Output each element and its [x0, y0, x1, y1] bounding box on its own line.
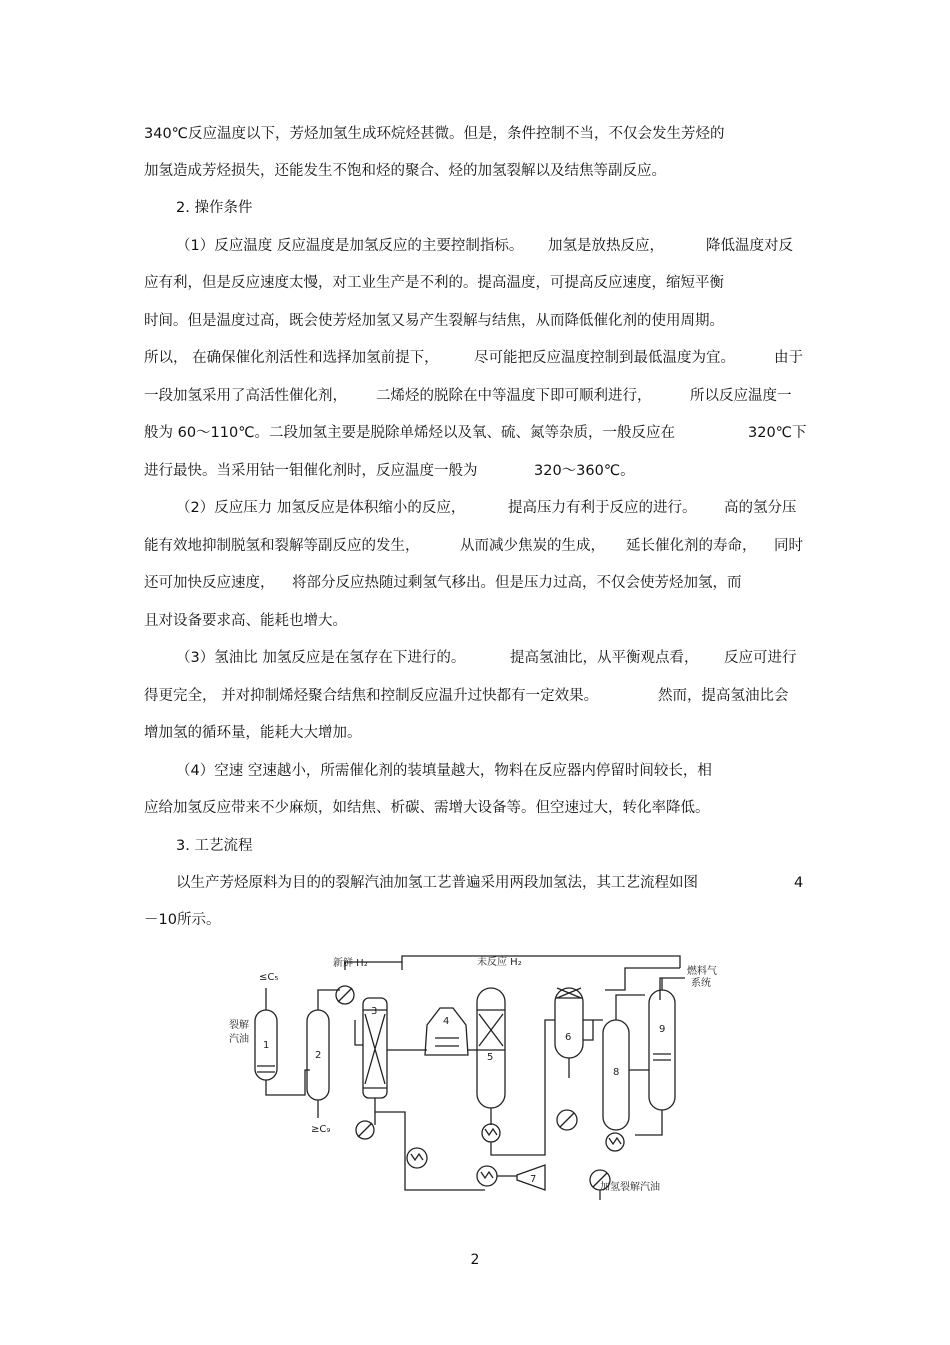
- label-c9: ≥C₉: [311, 1124, 331, 1135]
- text-line: 增加氢的循环量，能耗大大增加。: [144, 725, 362, 741]
- text-line: 加氢造成芳烃损失，还能发生不饱和烃的聚合、烃的加氢裂解以及结焦等副反应。: [144, 163, 666, 179]
- text-line: 加氢是放热反应，: [548, 238, 664, 254]
- text-line: 320℃下: [748, 425, 807, 441]
- label-fuel-gas: 燃料气: [687, 966, 717, 977]
- text-line: 延长催化剂的寿命，: [626, 538, 757, 554]
- label-feed-2: 汽油: [229, 1034, 249, 1045]
- text-line: 尽可能把反应温度控制到最低温度为宜。: [474, 350, 735, 366]
- unit-4: 4: [443, 1016, 450, 1027]
- unit-9: 9: [659, 1024, 666, 1035]
- text-line: （1）反应温度 反应温度是加氢反应的主要控制指标。: [176, 238, 524, 254]
- unit-8: 8: [613, 1067, 620, 1078]
- text-line: 从而减少焦炭的生成，: [460, 538, 605, 554]
- text-line: 般为 60～110℃。二段加氢主要是脱除单烯烃以及氧、硫、氮等杂质，一般反应在: [144, 425, 676, 441]
- section-heading: 2. 操作条件: [176, 200, 253, 216]
- text-line: 4: [794, 875, 804, 891]
- unit-2: 2: [315, 1050, 322, 1061]
- text-line: 由于: [774, 350, 803, 366]
- label-feed: 裂解: [229, 1020, 249, 1031]
- label-unreacted-h2: 未反应 H₂: [477, 957, 522, 968]
- text-line: （3）氢油比 加氢反应是在氢存在下进行的。: [176, 650, 466, 666]
- text-line: 进行最快。当采用钴一钼催化剂时，反应温度一般为: [144, 463, 478, 479]
- text-line: 提高氢油比，从平衡观点看，: [510, 650, 699, 666]
- process-flow-diagram: [215, 950, 795, 1200]
- text-line: 高的氢分压: [724, 500, 797, 516]
- text-line: 应给加氢反应带来不少麻烦，如结焦、析碳、需增大设备等。但空速过大，转化率降低。: [144, 800, 710, 816]
- label-c5: ≤C₅: [259, 972, 279, 983]
- text-line: 一段加氢采用了高活性催化剂，: [144, 388, 347, 404]
- text-line: （4）空速 空速越小，所需催化剂的装填量越大，物料在反应器内停留时间较长，相: [176, 763, 712, 779]
- label-fuel-gas-2: 系统: [691, 978, 711, 989]
- text-line: 且对设备要求高、能耗也增大。: [144, 613, 347, 629]
- text-line: 同时: [774, 538, 803, 554]
- section-heading: 3. 工艺流程: [176, 838, 253, 854]
- text-line: 还可加快反应速度，: [144, 575, 275, 591]
- text-line: 320～360℃。: [534, 463, 635, 479]
- label-product: 加氢裂解汽油: [600, 1182, 660, 1193]
- unit-5: 5: [487, 1052, 494, 1063]
- text-line: 得更完全， 并对抑制烯烃聚合结焦和控制反应温升过快都有一定效果。: [144, 688, 599, 704]
- text-line: 反应可进行: [724, 650, 797, 666]
- unit-7: 7: [530, 1174, 537, 1185]
- text-line: 降低温度对反: [706, 238, 793, 254]
- unit-6: 6: [565, 1032, 572, 1043]
- text-line: 应有利，但是反应速度太慢，对工业生产是不利的。提高温度，可提高反应速度，缩短平衡: [144, 275, 724, 291]
- text-line: 二烯烃的脱除在中等温度下即可顺利进行，: [376, 388, 652, 404]
- text-line: 将部分反应热随过剩氢气移出。但是压力过高，不仅会使芳烃加氢，而: [292, 575, 742, 591]
- text-line: 然而，提高氢油比会: [658, 688, 789, 704]
- page-number: 2: [470, 1252, 480, 1268]
- text-line: 提高压力有利于反应的进行。: [508, 500, 697, 516]
- text-line: 时间。但是温度过高，既会使芳烃加氢又易产生裂解与结焦，从而降低催化剂的使用周期。: [144, 313, 724, 329]
- text-line: 340℃反应温度以下，芳烃加氢生成环烷烃甚微。但是，条件控制不当，不仅会发生芳烃的: [144, 126, 725, 142]
- text-line: －10所示。: [144, 912, 221, 928]
- text-line: 所以反应温度一: [690, 388, 792, 404]
- text-line: 能有效地抑制脱氢和裂解等副反应的发生，: [144, 538, 420, 554]
- text-line: 所以， 在确保催化剂活性和选择加氢前提下，: [144, 350, 439, 366]
- unit-1: 1: [263, 1040, 270, 1051]
- text-line: （2）反应压力 加氢反应是体积缩小的反应，: [176, 500, 466, 516]
- label-fresh-h2: 新鲜 H₂: [333, 958, 368, 969]
- unit-3: 3: [371, 1006, 378, 1017]
- text-line: 以生产芳烃原料为目的的裂解汽油加氢工艺普遍采用两段加氢法，其工艺流程如图: [176, 875, 698, 891]
